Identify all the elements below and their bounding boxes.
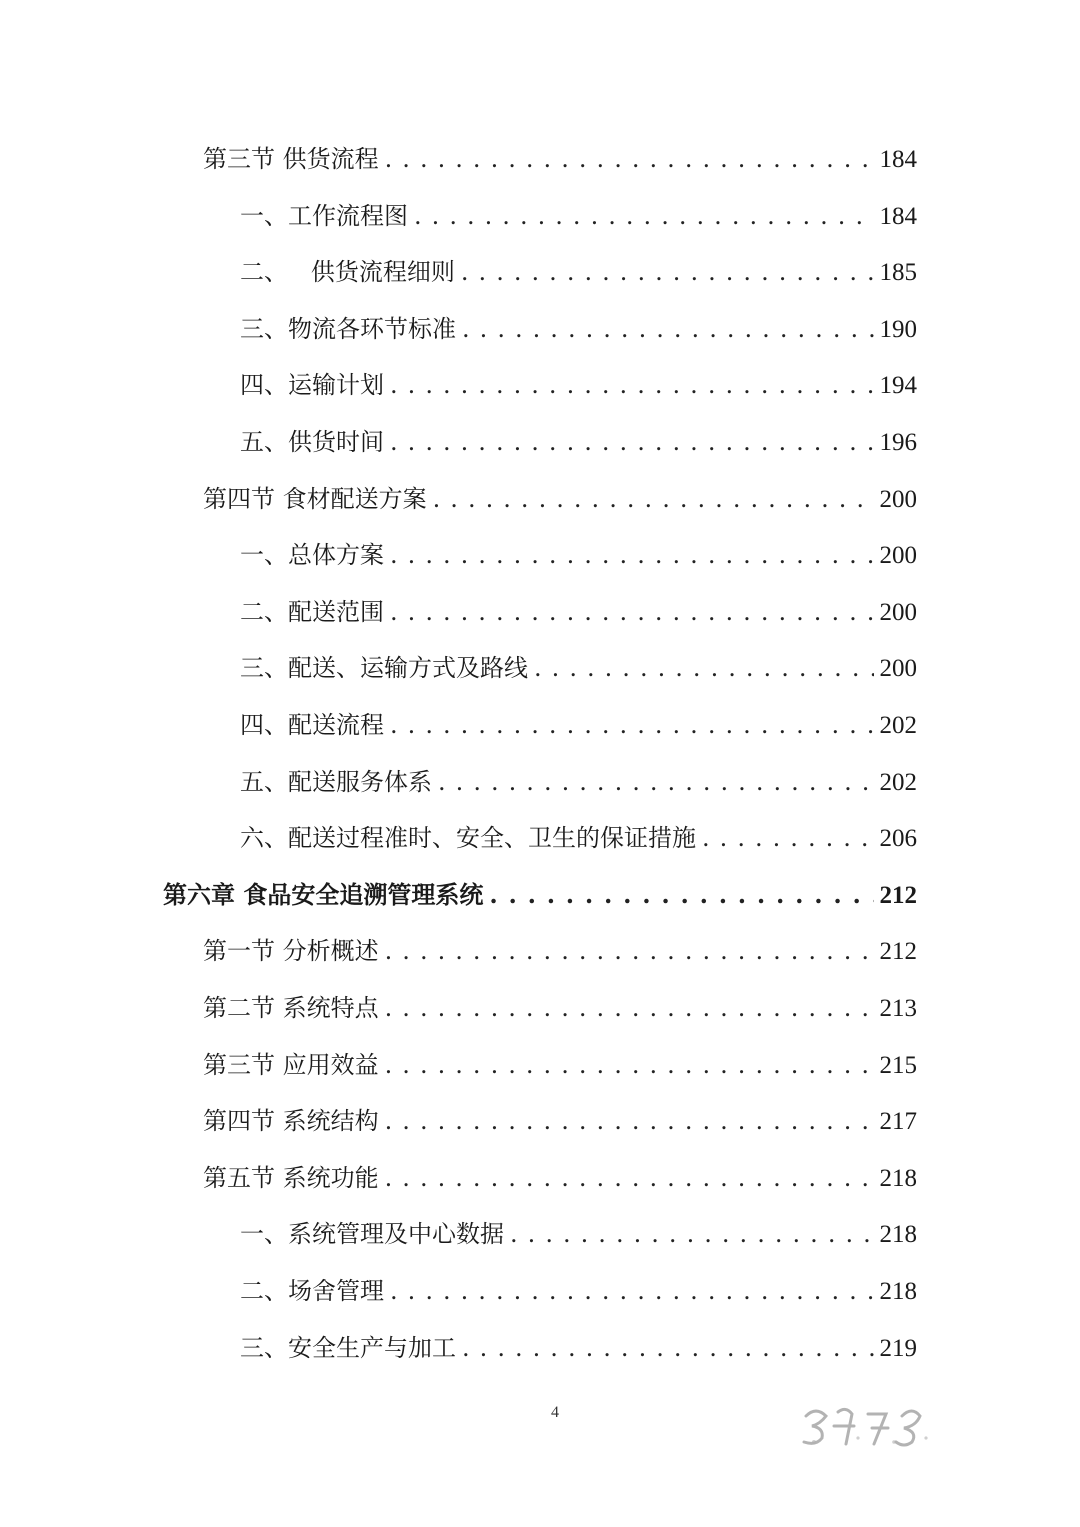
toc-entry[interactable] — [203, 931, 917, 971]
toc-entry-title: 一、总体方案 — [240, 541, 384, 569]
toc-entry[interactable] — [203, 139, 917, 179]
toc-entry-page: 218 — [879, 1278, 917, 1305]
toc-entry[interactable] — [240, 535, 917, 575]
toc-entry-title: 二、场舍管理 — [240, 1277, 384, 1305]
toc-entry-page: 206 — [879, 825, 917, 852]
dot-leader — [385, 988, 874, 1028]
toc-entry-page: 200 — [879, 486, 917, 513]
toc-entry[interactable] — [240, 705, 917, 745]
toc-entry-page: 185 — [879, 259, 917, 286]
toc-entry-title: 五、配送服务体系 — [240, 768, 432, 796]
dot-leader — [390, 705, 874, 745]
toc-entry-page: 202 — [879, 712, 917, 739]
toc-entry-page: 215 — [879, 1052, 917, 1079]
dot-leader — [390, 535, 874, 575]
dot-leader — [385, 1101, 874, 1141]
dot-leader — [385, 1045, 874, 1085]
toc-entry-title: 第五节 系统功能 — [203, 1164, 379, 1192]
toc-entry-title: 第二节 系统特点 — [203, 994, 379, 1022]
toc-entry[interactable] — [240, 762, 917, 802]
toc-entry-title: 一、系统管理及中心数据 — [240, 1220, 504, 1248]
dot-leader — [433, 479, 874, 519]
dot-leader — [461, 252, 874, 292]
dot-leader — [390, 365, 874, 405]
toc-entry-page: 200 — [879, 655, 917, 682]
dot-leader — [462, 309, 874, 349]
toc-entry-page: 213 — [879, 995, 917, 1022]
toc-entry[interactable] — [240, 309, 917, 349]
toc-entry-title: 六、配送过程准时、安全、卫生的保证措施 — [240, 824, 696, 852]
toc-entry-page: 184 — [879, 203, 917, 230]
toc-entry[interactable] — [240, 592, 917, 632]
toc-entry[interactable] — [240, 252, 917, 292]
toc-entry-page: 219 — [879, 1335, 917, 1362]
dot-leader — [462, 1328, 874, 1368]
toc-entry-title: 第三节 应用效益 — [203, 1051, 379, 1079]
toc-entry-title: 五、供货时间 — [240, 428, 384, 456]
dot-leader — [390, 1271, 874, 1311]
dot-leader — [438, 762, 874, 802]
toc-entry-title: 第三节 供货流程 — [203, 145, 379, 173]
dot-leader — [385, 931, 874, 971]
page-number: 4 — [551, 1404, 559, 1421]
toc-entry-title: 三、配送、运输方式及路线 — [240, 654, 528, 682]
toc-entry-title: 三、物流各环节标准 — [240, 315, 456, 343]
toc-entry-page: 218 — [879, 1165, 917, 1192]
dot-leader — [385, 1158, 874, 1198]
dot-leader — [702, 818, 874, 858]
dot-leader — [390, 592, 874, 632]
toc-entry-title: 二、 供货流程细则 — [240, 258, 455, 286]
toc-entry[interactable] — [203, 1158, 917, 1198]
dot-leader — [390, 422, 874, 462]
toc-entry[interactable] — [240, 365, 917, 405]
toc-entry-page: 194 — [879, 372, 917, 399]
toc-entry-page: 212 — [879, 938, 917, 965]
toc-entry[interactable] — [240, 422, 917, 462]
toc-entry[interactable] — [203, 1045, 917, 1085]
toc-entry-title: 第四节 食材配送方案 — [203, 485, 427, 513]
toc-entry[interactable] — [203, 988, 917, 1028]
toc-entry-page: 218 — [879, 1221, 917, 1248]
toc-entry-page: 217 — [879, 1108, 917, 1135]
dot-leader — [510, 1214, 874, 1254]
toc-entry-title: 一、工作流程图 — [240, 202, 408, 230]
dot-leader — [414, 196, 874, 236]
dot-leader — [534, 648, 874, 688]
toc-entry[interactable] — [240, 196, 917, 236]
toc-entry-page: 212 — [879, 882, 917, 909]
dot-leader — [489, 875, 873, 915]
toc-entry-page: 202 — [879, 769, 917, 796]
toc-entry-title: 第四节 系统结构 — [203, 1107, 379, 1135]
toc-entry-title: 四、运输计划 — [240, 371, 384, 399]
toc-entry-page: 200 — [879, 599, 917, 626]
toc-entry[interactable] — [240, 1271, 917, 1311]
toc-entry[interactable] — [163, 875, 917, 915]
toc-entry-page: 190 — [879, 316, 917, 343]
toc-entry[interactable] — [203, 479, 917, 519]
toc-entry[interactable] — [240, 1214, 917, 1254]
watermark-logo — [798, 1398, 938, 1454]
toc-entry-page: 200 — [879, 542, 917, 569]
toc-entry-title: 四、配送流程 — [240, 711, 384, 739]
toc-entry[interactable] — [240, 648, 917, 688]
toc-entry-title: 二、配送范围 — [240, 598, 384, 626]
toc-entry-title: 三、安全生产与加工 — [240, 1334, 456, 1362]
toc-entry-page: 196 — [879, 429, 917, 456]
toc-entry-title: 第一节 分析概述 — [203, 937, 379, 965]
toc-entry[interactable] — [203, 1101, 917, 1141]
toc-entry[interactable] — [240, 1328, 917, 1368]
toc-entry-title: 第六章 食品安全追溯管理系统 — [163, 880, 484, 909]
toc-entry-page: 184 — [879, 146, 917, 173]
dot-leader — [385, 139, 874, 179]
toc-entry[interactable] — [240, 818, 917, 858]
